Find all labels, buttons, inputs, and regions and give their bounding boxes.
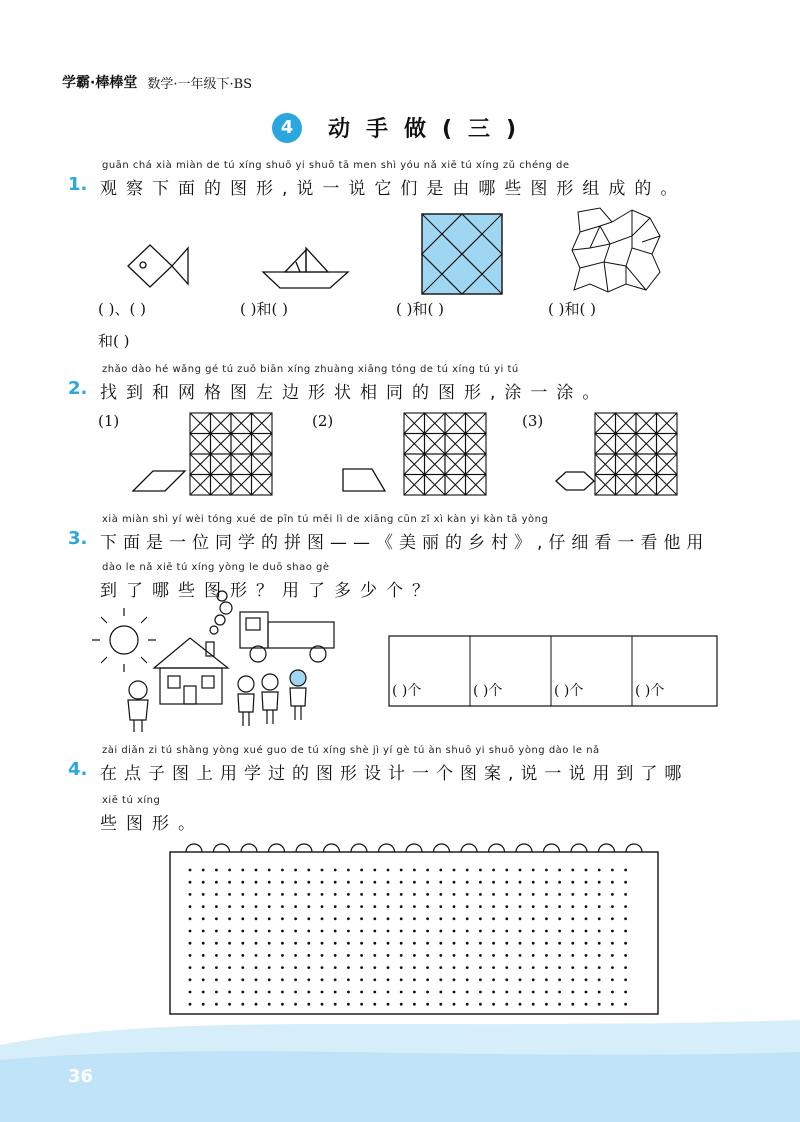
book-subject: 数学·一年级下·BS [147, 76, 253, 92]
q1-answer-fish[interactable]: ( )、( ) [98, 300, 146, 318]
q4-pinyin: zài diǎn zi tú shàng yòng xué guo de tú xíng shè jì yí gè tú àn shuō yi shuō yòng dào le nǎ [102, 745, 600, 756]
lesson-title: 动手做(三) [328, 117, 533, 142]
grid-1 [190, 413, 272, 495]
q3-text-2: 到了哪些图形？用了多少个？ [100, 581, 438, 601]
q3-pinyin-2: dào le nǎ xiē tú xíng yòng le duō shao gè [102, 562, 330, 573]
q3-count-2[interactable]: ( )个 [473, 683, 503, 699]
q1-answer-fish-cont[interactable]: 和( ) [98, 332, 130, 350]
q3-count-3[interactable]: ( )个 [554, 683, 584, 699]
q2-label-1: (1) [98, 412, 120, 430]
q1-answer-tessellation[interactable]: ( )和( ) [548, 300, 596, 318]
q3-count-4[interactable]: ( )个 [635, 683, 665, 699]
bottom-wave-band [0, 1051, 800, 1122]
boat-figure [263, 248, 348, 288]
grid-3 [595, 413, 677, 495]
q2-label-3: (3) [522, 412, 544, 430]
tessellation-figure [572, 208, 660, 292]
village-picture [92, 591, 334, 732]
q2-number: 2. [68, 378, 88, 399]
children-figures [128, 670, 306, 732]
q3-text: 下面是一位同学的拼图——《美丽的乡村》,仔细看一看他用 [100, 533, 710, 553]
dot-grid [189, 869, 627, 1006]
q4-text-2: 些图形。 [100, 814, 204, 834]
notebook-rings [186, 844, 642, 852]
hexagon-shape [556, 472, 594, 490]
q1-pinyin: guān chá xià miàn de tú xíng shuō yi shuō tā men shì yóu nǎ xiē tú xíng zǔ chéng de [102, 160, 570, 171]
page-number: 36 [68, 1066, 94, 1087]
fish-figure [128, 245, 188, 287]
q4-text: 在点子图上用学过的图形设计一个图案,说一说用到了哪 [100, 764, 689, 784]
q1-answer-boat[interactable]: ( )和( ) [240, 300, 288, 318]
q3-pinyin: xià miàn shì yí wèi tóng xué de pīn tú měi lì de xiāng cūn zǐ xì kàn yi kàn tā yòng [102, 514, 549, 525]
parallelogram-shape [133, 471, 185, 491]
q2-text: 找到和网格图左边形状相同的图形,涂一涂。 [100, 383, 609, 403]
q2-label-2: (2) [312, 412, 334, 430]
dot-grid-paper [170, 852, 658, 1014]
q3-count-1[interactable]: ( )个 [392, 683, 422, 699]
q1-answer-square[interactable]: ( )和( ) [396, 300, 444, 318]
q1-number: 1. [68, 174, 88, 195]
book-brand: 学霸·棒棒堂 [62, 75, 138, 91]
q4-pinyin-2: xiē tú xíng [102, 795, 161, 806]
square-diamond-figure [422, 214, 502, 294]
trapezoid-shape [343, 469, 385, 491]
q4-number: 4. [68, 759, 88, 780]
lesson-number-badge: 4 [272, 113, 302, 143]
q1-text: 观察下面的图形,说一说它们是由哪些图形组成的。 [100, 179, 687, 199]
q3-answer-table [389, 636, 717, 706]
grid-2 [404, 413, 486, 495]
q3-number: 3. [68, 528, 88, 549]
q2-pinyin: zhǎo dào hé wǎng gé tú zuǒ biān xíng zhuàng xiāng tóng de tú xíng tú yi tú [102, 364, 519, 375]
